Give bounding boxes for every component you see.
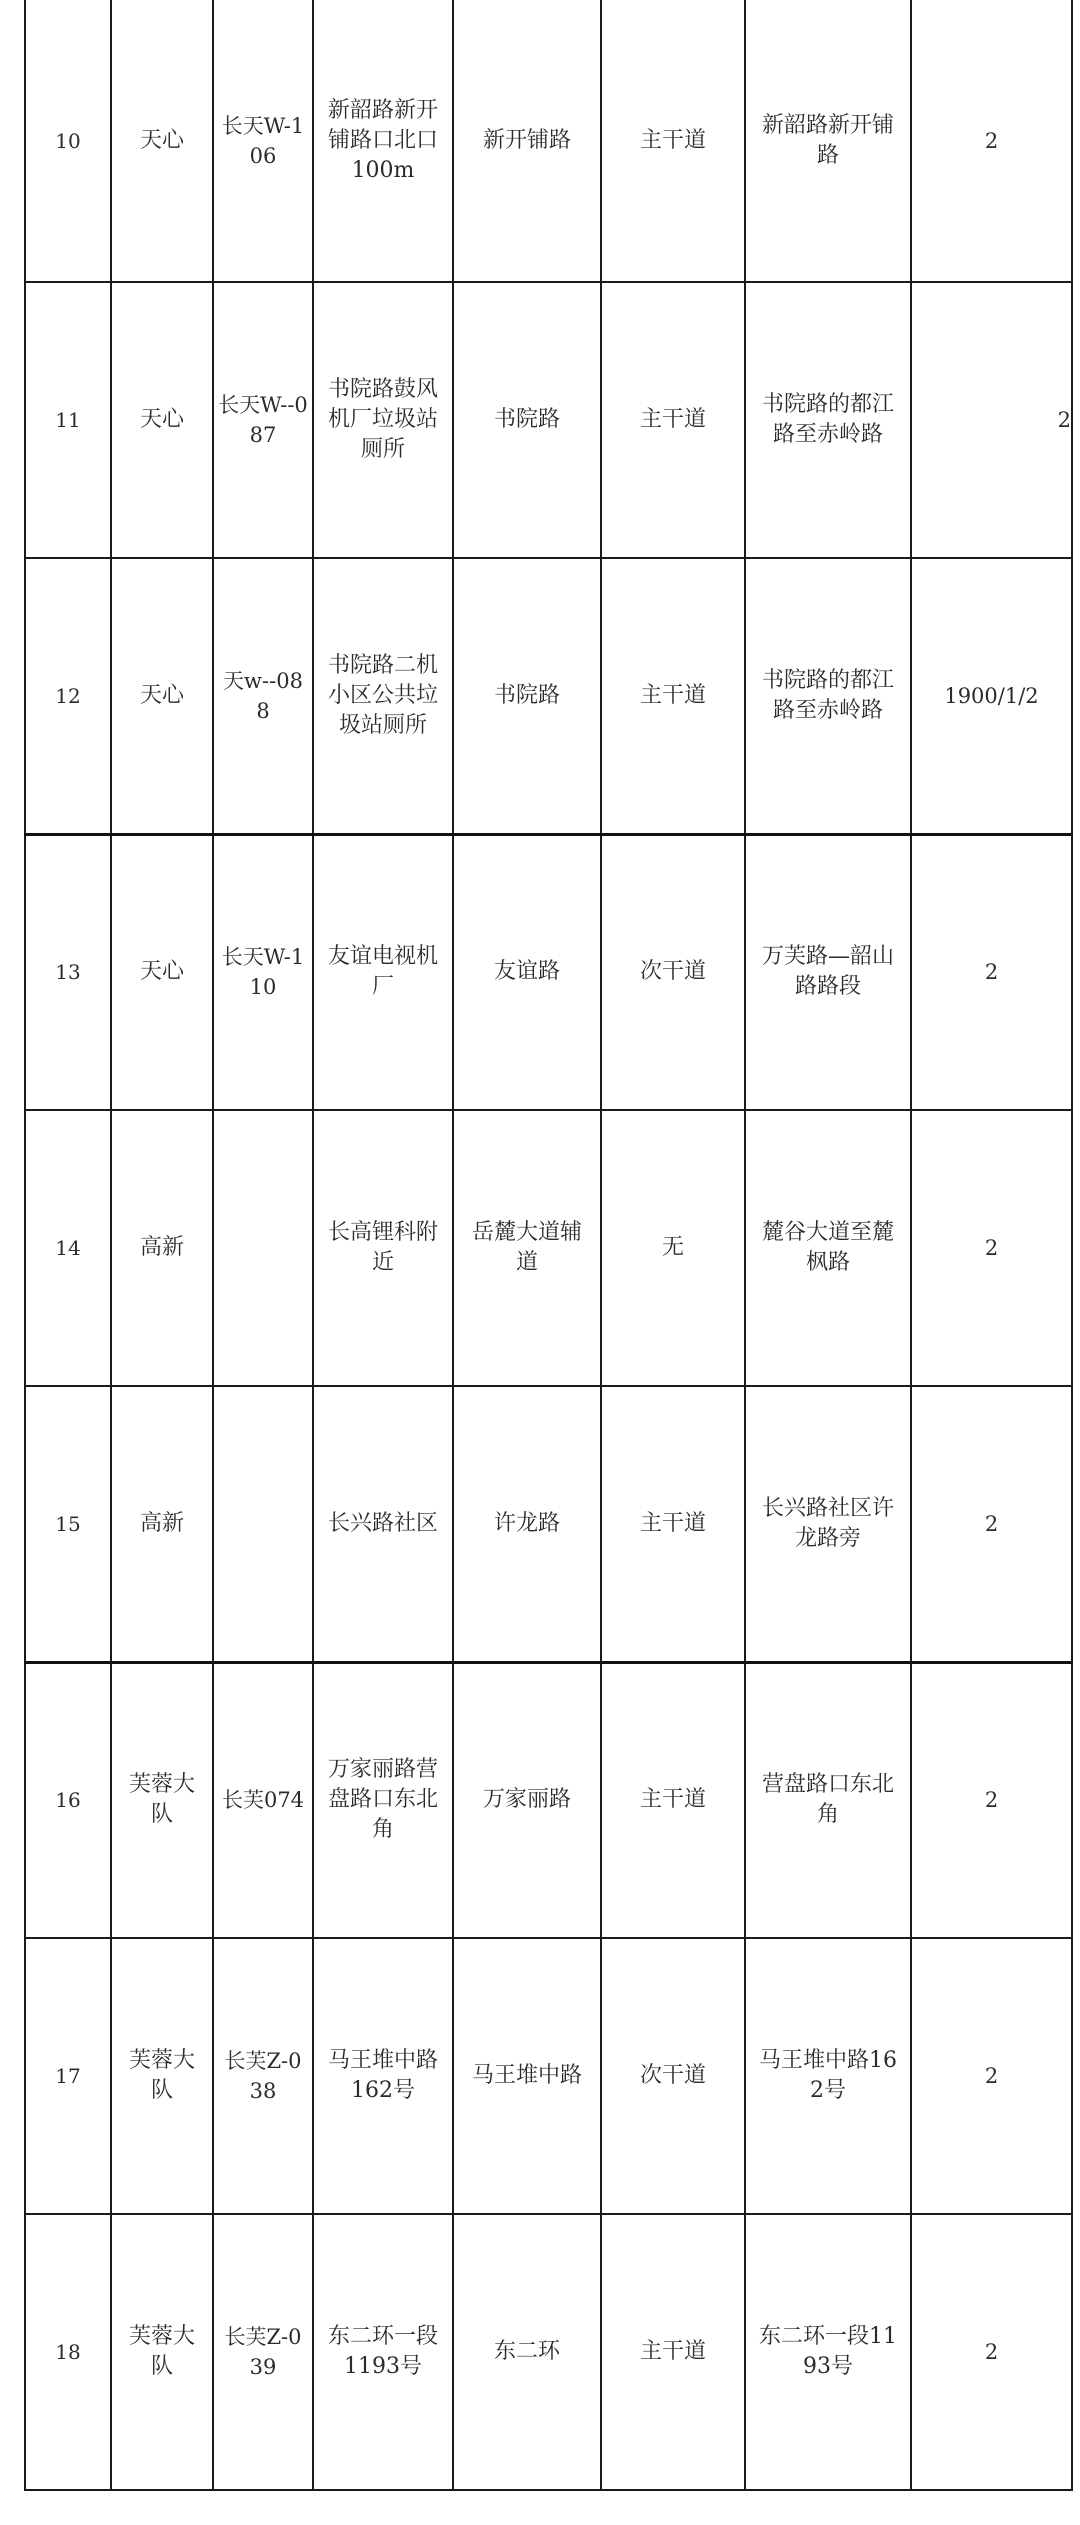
road-class-cell: 主干道 [601, 1386, 745, 1662]
district-cell: 高新 [111, 1386, 213, 1662]
code-cell: 长天W-110 [213, 834, 313, 1110]
table-row [25, 2214, 1072, 2490]
district-cell: 芙蓉大队 [111, 2214, 213, 2490]
table-row [25, 282, 1072, 558]
table-row [25, 0, 1072, 282]
location-cell: 东二环一段1193号 [313, 2214, 453, 2490]
table-row [25, 834, 1072, 1110]
section-cell: 新韶路新开铺路 [745, 0, 911, 282]
district-cell: 天心 [111, 834, 213, 1110]
table-row [25, 1938, 1072, 2214]
road-cell: 万家丽路 [453, 1662, 601, 1938]
row-number: 14 [25, 1110, 111, 1386]
row-number: 13 [25, 834, 111, 1110]
road-class-cell: 主干道 [601, 2214, 745, 2490]
row-number: 17 [25, 1938, 111, 2214]
road-cell: 岳麓大道辅道 [453, 1110, 601, 1386]
section-cell: 东二环一段1193号 [745, 2214, 911, 2490]
row-number: 18 [25, 2214, 111, 2490]
code-cell: 长芙Z-039 [213, 2214, 313, 2490]
road-cell: 书院路 [453, 558, 601, 834]
section-cell: 书院路的都江路至赤岭路 [745, 282, 911, 558]
district-cell: 芙蓉大队 [111, 1662, 213, 1938]
count-cell: 2 [911, 1938, 1072, 2214]
row-number: 11 [25, 282, 111, 558]
row-number: 12 [25, 558, 111, 834]
table-row [25, 1386, 1072, 1662]
location-cell: 长兴路社区 [313, 1386, 453, 1662]
code-cell [213, 1386, 313, 1662]
row-number: 10 [25, 0, 111, 282]
location-cell: 万家丽路营盘路口东北角 [313, 1662, 453, 1938]
location-cell: 书院路鼓风机厂垃圾站厕所 [313, 282, 453, 558]
location-cell: 新韶路新开铺路口北口100m [313, 0, 453, 282]
road-class-cell: 无 [601, 1110, 745, 1386]
section-cell: 万芙路—韶山路路段 [745, 834, 911, 1110]
code-cell: 长芙074 [213, 1662, 313, 1938]
code-cell: 长天W--087 [213, 282, 313, 558]
road-class-cell: 主干道 [601, 558, 745, 834]
road-class-cell: 主干道 [601, 0, 745, 282]
count-cell: 2 [911, 0, 1072, 282]
road-cell: 东二环 [453, 2214, 601, 2490]
district-cell: 高新 [111, 1110, 213, 1386]
location-cell: 友谊电视机厂 [313, 834, 453, 1110]
location-cell: 马王堆中路162号 [313, 1938, 453, 2214]
road-class-cell: 次干道 [601, 1938, 745, 2214]
road-cell: 新开铺路 [453, 0, 601, 282]
road-cell: 许龙路 [453, 1386, 601, 1662]
district-cell: 天心 [111, 282, 213, 558]
count-cell: 2 [911, 1110, 1072, 1386]
location-cell: 书院路二机小区公共垃圾站厕所 [313, 558, 453, 834]
location-cell: 长高锂科附近 [313, 1110, 453, 1386]
row-number: 16 [25, 1662, 111, 1938]
district-cell: 芙蓉大队 [111, 1938, 213, 2214]
count-cell: 2 [911, 834, 1072, 1110]
code-cell: 长天W-106 [213, 0, 313, 282]
road-class-cell: 次干道 [601, 834, 745, 1110]
road-cell: 友谊路 [453, 834, 601, 1110]
count-cell: 2 [911, 1662, 1072, 1938]
row-number: 15 [25, 1386, 111, 1662]
section-cell: 长兴路社区许龙路旁 [745, 1386, 911, 1662]
count-cell: 2 [911, 2214, 1072, 2490]
road-class-cell: 主干道 [601, 282, 745, 558]
code-cell: 天w--088 [213, 558, 313, 834]
section-cell: 马王堆中路162号 [745, 1938, 911, 2214]
section-cell: 营盘路口东北角 [745, 1662, 911, 1938]
toilet-list-table [24, 0, 1073, 2491]
road-class-cell: 主干道 [601, 1662, 745, 1938]
district-cell: 天心 [111, 558, 213, 834]
road-cell: 马王堆中路 [453, 1938, 601, 2214]
district-cell: 天心 [111, 0, 213, 282]
table-row [25, 558, 1072, 834]
table-row [25, 1110, 1072, 1386]
count-cell: 2 [911, 1386, 1072, 1662]
road-cell: 书院路 [453, 282, 601, 558]
code-cell [213, 1110, 313, 1386]
table-row [25, 1662, 1072, 1938]
count-cell: 2 [911, 282, 1072, 558]
section-cell: 书院路的都江路至赤岭路 [745, 558, 911, 834]
code-cell: 长芙Z-038 [213, 1938, 313, 2214]
section-cell: 麓谷大道至麓枫路 [745, 1110, 911, 1386]
count-cell: 1900/1/2 [911, 558, 1072, 834]
